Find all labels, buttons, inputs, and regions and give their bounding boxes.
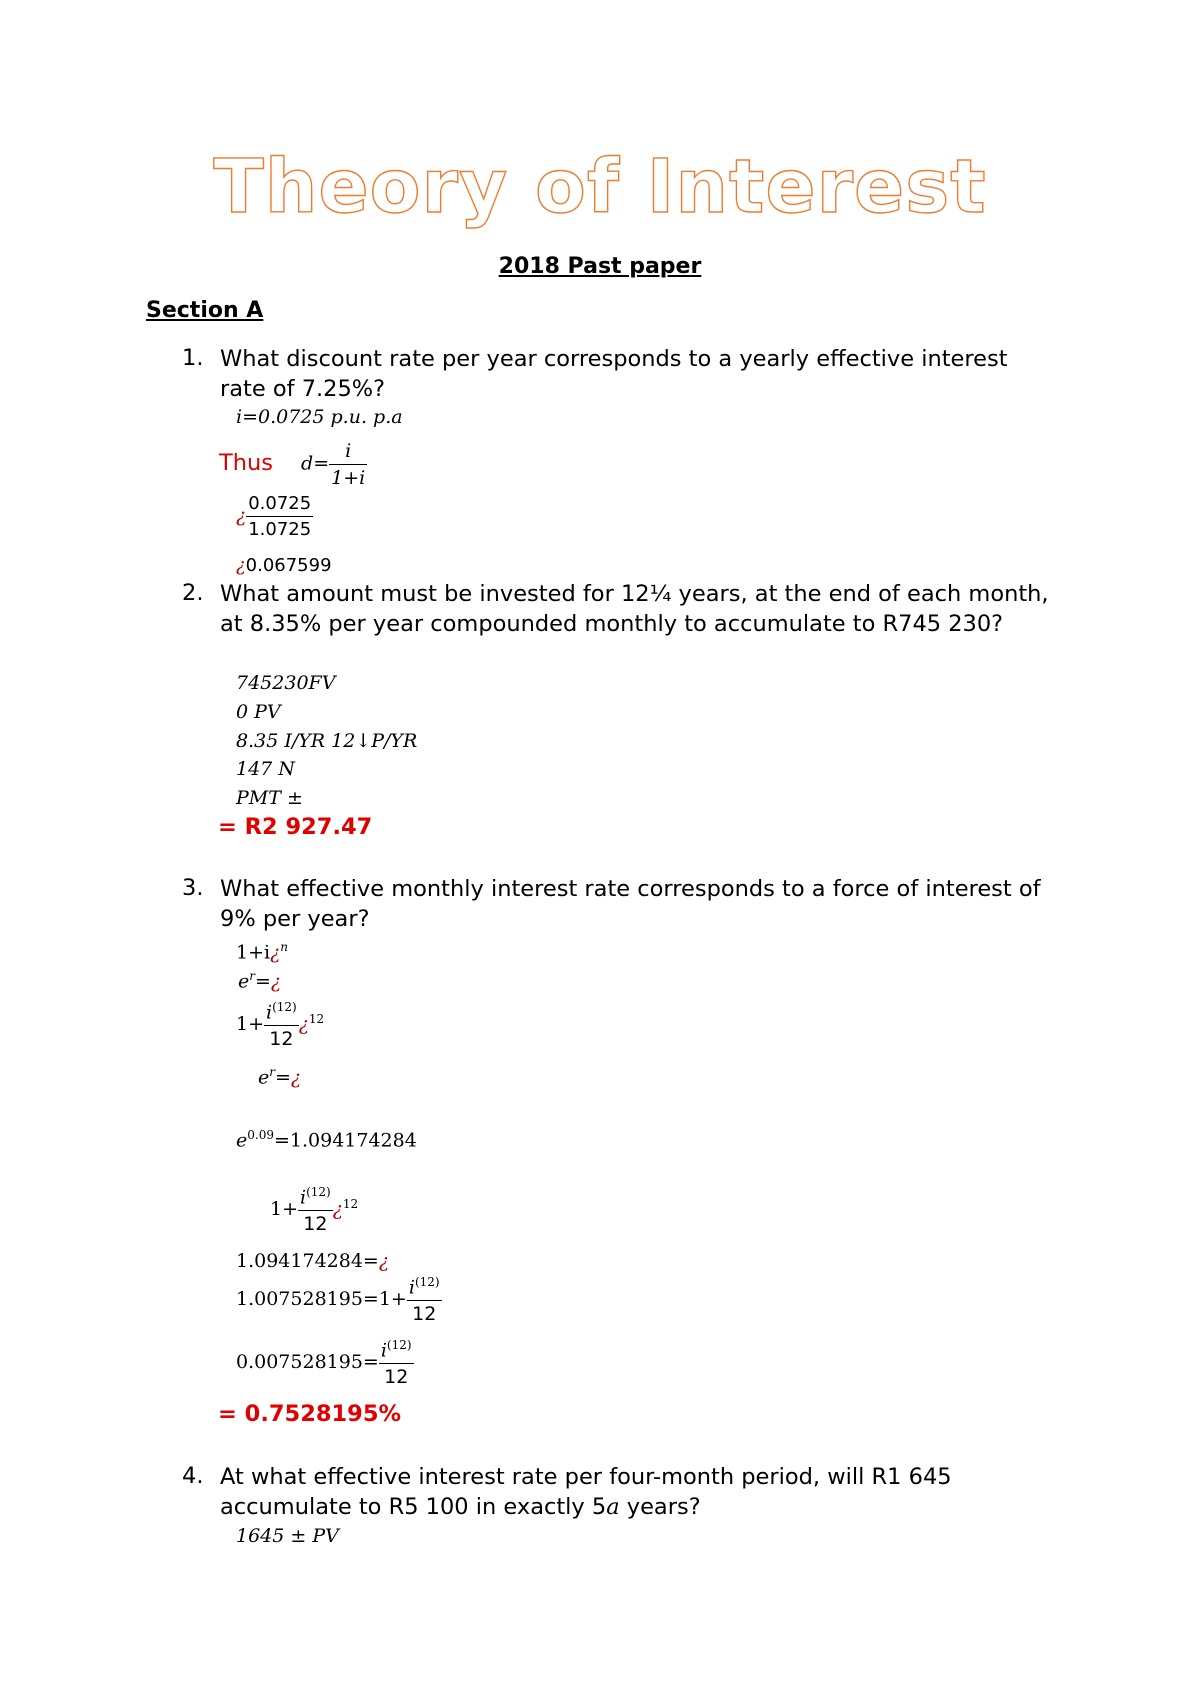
formula-num: i bbox=[329, 440, 367, 465]
q3-line-3: 1+ $\frac{i^{(12)}}{12}$ ¿$^{12}$ bbox=[236, 1000, 325, 1051]
q2-work-line: PMT ± bbox=[236, 787, 303, 809]
q4-work-line: 1645 ± PV bbox=[236, 1525, 339, 1547]
q3-line-5: $e^{0.09}=1.094174284$ bbox=[236, 1128, 417, 1152]
q1-step: ¿ $\frac{0.0725}{1.0725}$ bbox=[236, 493, 312, 540]
q3-line-4: $e^r=¿$ bbox=[258, 1065, 302, 1089]
page-title: Theory of Interest bbox=[213, 144, 987, 230]
q3-line-9: 0.007528195= $\frac{i^{(12)}}{12}$ bbox=[236, 1338, 412, 1389]
q2-work-line: 745230FV bbox=[236, 672, 336, 694]
section-heading: Section A bbox=[146, 298, 264, 323]
q1-formula bbox=[219, 440, 367, 489]
q3-line-8: 1.007528195=1+ $\frac{i^{(12)}}{12}$ bbox=[236, 1275, 440, 1326]
formula-lhs: d= bbox=[301, 452, 330, 475]
q2-answer: = R2 927.47 bbox=[218, 814, 373, 840]
q3-line-1: 1+i¿$^n$ bbox=[236, 940, 289, 964]
step-num: 0.0725 bbox=[246, 493, 313, 517]
question-number: 1. bbox=[182, 345, 204, 371]
question-text: What discount rate per year corresponds to a yearly effective interest rate of 7.25%? bbox=[220, 346, 1008, 402]
question-number: 4. bbox=[182, 1463, 204, 1489]
formula-den: 1+i bbox=[331, 467, 366, 489]
q1-given: i=0.0725 p.u. p.a bbox=[236, 406, 403, 428]
q3-line-2: $e^r=¿$ bbox=[238, 969, 282, 993]
step-den: 1.0725 bbox=[248, 519, 312, 540]
thus-label: Thus bbox=[219, 449, 273, 476]
q3-line-7: 1.094174284=¿ bbox=[236, 1250, 390, 1272]
question-number: 2. bbox=[182, 580, 204, 606]
q2-work-line: 147 N bbox=[236, 758, 295, 780]
q2-work-line: 0 PV bbox=[236, 701, 281, 723]
q1-result: ¿0.067599 bbox=[236, 555, 332, 576]
q2-work-line: 8.35 I/YR 12↓P/YR bbox=[236, 730, 418, 752]
question-number: 3. bbox=[182, 875, 204, 901]
page-subtitle: 2018 Past paper bbox=[498, 254, 702, 279]
q3-answer: = 0.7528195% bbox=[218, 1401, 402, 1427]
question-text: What effective monthly interest rate corresponds to a force of interest of 9% per year? bbox=[220, 876, 1041, 932]
question-text: What amount must be invested for 12¼ years, at the end of each month, at 8.35% per year compounded monthly to accumulate to R745 230? bbox=[220, 581, 1049, 637]
q3-line-6: 1+ $\frac{i^{(12)}}{12}$ ¿$^{12}$ bbox=[270, 1185, 359, 1236]
question-text: At what effective interest rate per four-month period, will R1 645 accumulate to R5 100 in exactly 5a years? bbox=[220, 1464, 952, 1520]
